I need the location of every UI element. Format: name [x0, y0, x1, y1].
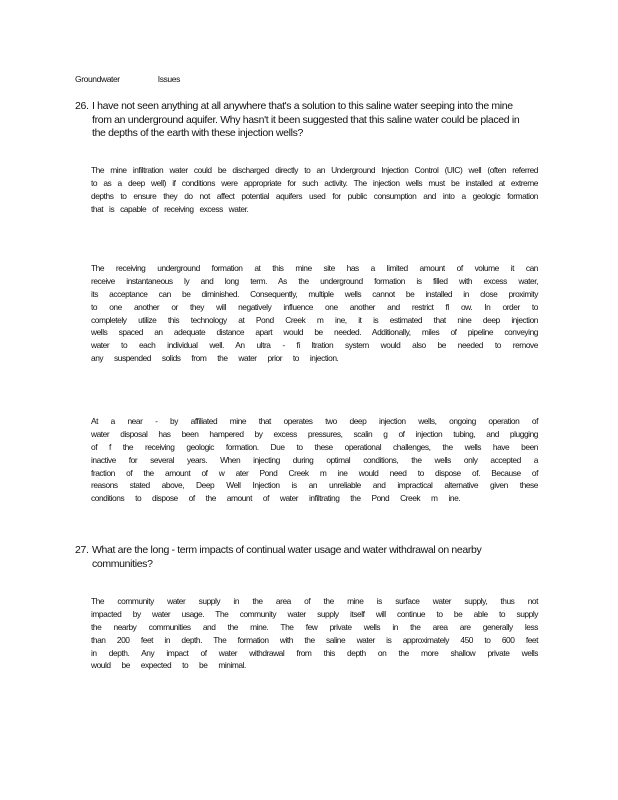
answer-paragraph: The community water supply in the area of the mine is surface water supply, thus not impacted by water usage. The community water supply itself will continue to be able to supply the nearby communities and the mine. The few private wells in the area are generally less than 200 feet in depth. The formation with the saline water is approximately 450 to 600 feet in depth. Any impact of water withdrawal from this depth on the more shallow private wells would be expected to be minimal.: [91, 596, 538, 671]
answer-paragraph: The mine infiltration water could be discharged directly to an Underground Injection Control (UIC) well (often referred to as a deep well) if conditions were appropriate for such activity. The injection wells must be installed at extreme depths to ensure they do not affect potential aquifers used for public consumption and into a geologic formation that is capable of receiving excess water.: [91, 165, 538, 214]
question-number: 26.: [75, 100, 89, 112]
question-number: 27.: [75, 544, 89, 556]
question-text: What are the long - term impacts of continual water usage and water withdrawal on nearby communities?: [92, 544, 482, 570]
question-27: [75, 544, 525, 571]
question-26: [75, 100, 525, 141]
header-section: Issues: [157, 74, 180, 84]
header-topic: Groundwater: [75, 74, 120, 84]
question-text: I have not seen anything at all anywhere that's a solution to this saline water seeping into the mine from an underground aquifer. Why hasn't it been suggested that this saline water could be placed in the depths of the earth with these injection wells?: [92, 100, 520, 139]
page-header: [75, 74, 180, 84]
answer-paragraph: At a near - by affiliated mine that operates two deep injection wells, ongoing operation of water disposal has been hampered by excess pressures, scalin g of injection tubing, and plugging of f the receiving geologic formation. Due to these operational challenges, the wells have been inactive for several years. When injecting during optimal conditions, the wells only accepted a fraction of the amount of w ater Pond Creek m ine would need to dispose of. Because of reasons stated above, Deep Well Injection is an unreliable and impractical alternative given these conditions to dispose of the amount of water infiltrating the Pond Creek m ine.: [91, 416, 538, 504]
answer-paragraph: The receiving underground formation at this mine site has a limited amount of volume it can receive instantaneous ly and long term. As the underground formation is filled with excess water, its acceptance can be diminished. Consequently, multiple wells cannot be installed in close proximity to one another or they will negatively influence one another and restrict fl ow. In order to completely utilize this technology at Pond Creek m ine, it is estimated that nine deep injection wells spaced an adequate distance apart would be needed. Additionally, miles of pipeline conveying water to each individual well. An ultra - fi ltration system would also be needed to remove any suspended solids from the water prior to injection.: [91, 263, 538, 363]
